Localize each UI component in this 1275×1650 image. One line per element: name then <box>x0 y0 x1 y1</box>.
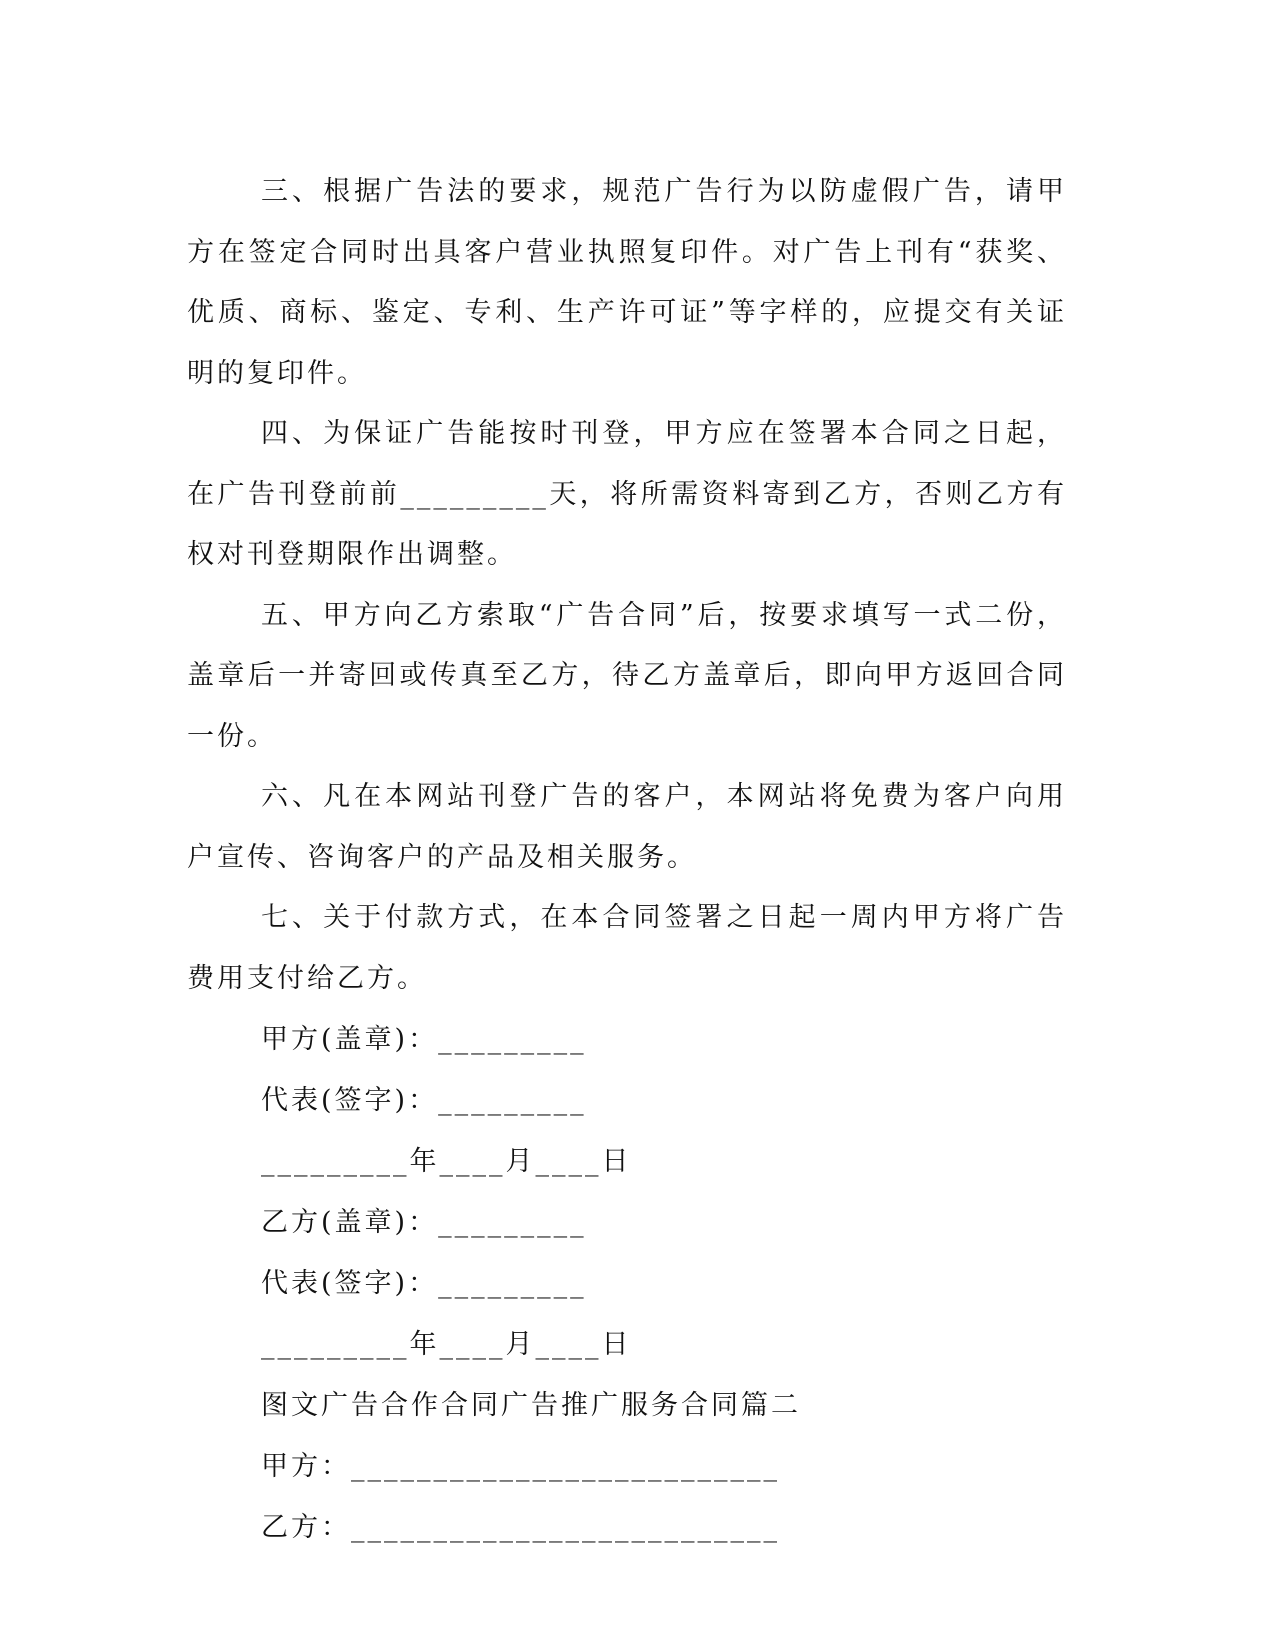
party-b-seal-line: 乙方(盖章)：_________ <box>261 1207 587 1238</box>
party-b-date-line: _________年____月____日 <box>261 1329 632 1360</box>
section-two-party-a: 甲方：__________________________ <box>261 1451 780 1482</box>
party-a-rep-line: 代表(签字)：_________ <box>261 1085 587 1116</box>
section-two-party-b: 乙方：__________________________ <box>261 1512 780 1543</box>
party-a-seal-line: 甲方(盖章)：_________ <box>261 1024 587 1055</box>
party-b-rep-line: 代表(签字)：_________ <box>261 1268 587 1299</box>
section-two-title: 图文广告合作合同广告推广服务合同篇二 <box>261 1390 801 1421</box>
clause-6: 六、凡在本网站刊登广告的客户，本网站将免费为客户向用户宣传、咨询客户的产品及相关服务。 <box>187 781 1067 873</box>
party-a-date-line: _________年____月____日 <box>261 1146 632 1177</box>
clause-7: 七、关于付款方式，在本合同签署之日起一周内甲方将广告费用支付给乙方。 <box>187 902 1067 994</box>
clause-3: 三、根据广告法的要求，规范广告行为以防虚假广告，请甲方在签定合同时出具客户营业执照复印件。对广告上刊有“获奖、优质、商标、鉴定、专利、生产许可证”等字样的，应提交有关证明的复印件。 <box>187 176 1067 389</box>
clause-5: 五、甲方向乙方索取“广告合同”后，按要求填写一式二份，盖章后一并寄回或传真至乙方，待乙方盖章后，即向甲方返回合同一份。 <box>187 599 1067 752</box>
clause-4: 四、为保证广告能按时刊登，甲方应在签署本合同之日起，在广告刊登前前_________天，将所需资料寄到乙方，否则乙方有权对刊登期限作出调整。 <box>187 418 1067 570</box>
contract-body <box>187 162 1067 1558</box>
